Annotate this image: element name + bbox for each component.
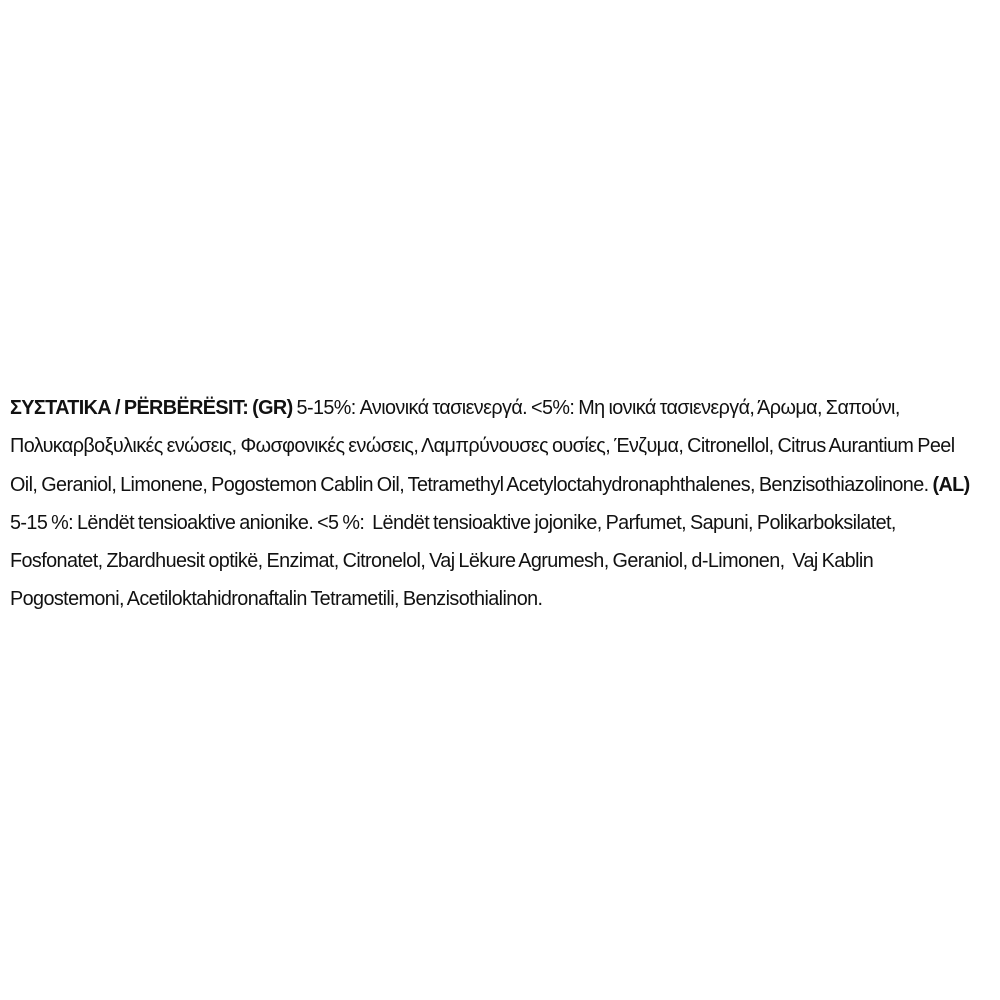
- ingredients-line-1-text: 5-15%: Ανιονικά τασιενεργά. <5%: Μη ιονικά τασιενεργά, Άρωμα, Σαπούνι,: [292, 397, 900, 419]
- ingredients-text-block: [10, 389, 1000, 619]
- ingredients-line-5: Fosfonatet, Zbardhuesit optikë, Enzimat, Citronelol, Vaj Lëkure Agrumesh, Geraniol, d-Limonen, Vaj Kablin: [10, 550, 874, 573]
- ingredients-line-1: [10, 389, 990, 427]
- ingredients-line-6: Pogostemoni, Acetiloktahidronaftalin Tetrametili, Benzisothialinon.: [10, 588, 543, 611]
- ingredients-heading: ΣΥΣΤΑΤΙΚΑ / PËRBËRËSIT: (GR): [10, 397, 293, 419]
- language-tag-al: (AL): [932, 473, 970, 496]
- ingredients-line-2: Πολυκαρβοξυλικές ενώσεις, Φωσφονικές ενώσεις, Λαμπρύνουσες ουσίες, Ένζυμα, Citronellol, Citrus Aurantium Peel: [10, 435, 955, 458]
- ingredients-line-4: 5-15 %: Lëndët tensioaktive anionike. <5 %: Lëndët tensioaktive jojonike, Parfumet, Sapuni, Polikarboksilatet,: [10, 511, 896, 534]
- ingredients-line-3-text: Oil, Geraniol, Limonene, Pogostemon Cablin Oil, Tetramethyl Acetyloctahydronaphthalenes, Benzisothiazolinone.: [10, 473, 933, 496]
- ingredients-line-3: [10, 466, 990, 504]
